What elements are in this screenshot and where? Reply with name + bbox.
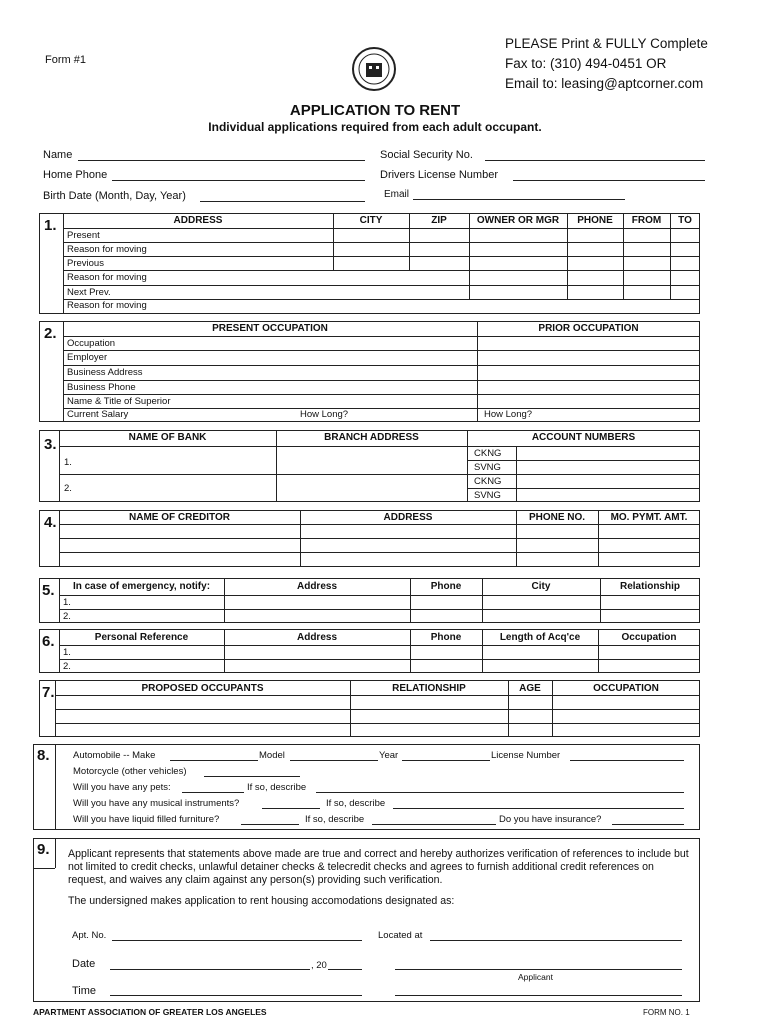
col-header: Phone — [430, 581, 462, 592]
account-type: SVNG — [474, 462, 501, 473]
located-at-label: Located at — [378, 930, 423, 941]
contact-block — [505, 34, 708, 94]
col-header: AGE — [519, 683, 541, 694]
how-long-label: How Long? — [300, 409, 349, 420]
col-header: ADDRESS — [173, 215, 223, 226]
ssn-field[interactable] — [485, 160, 705, 161]
account-type: SVNG — [474, 490, 501, 501]
section-number: 5. — [42, 582, 55, 599]
col-header: RELATIONSHIP — [392, 683, 466, 694]
section-number: 2. — [44, 325, 57, 342]
col-header: Personal Reference — [94, 632, 189, 643]
col-header: ZIP — [431, 215, 447, 226]
col-header: ADDRESS — [383, 512, 433, 523]
email-field[interactable] — [413, 199, 625, 200]
liquid-describe-field[interactable] — [372, 824, 496, 825]
col-header: Length of Acq'ce — [499, 632, 581, 643]
col-header: Address — [296, 581, 337, 592]
section-number: 3. — [44, 436, 57, 453]
col-header: BRANCH ADDRESS — [324, 432, 419, 443]
row-label: 2. — [63, 611, 71, 622]
contact-line: Email to: leasing@aptcorner.com — [505, 76, 704, 91]
second-signature-field[interactable] — [395, 995, 682, 996]
row-label: 2. — [63, 661, 71, 672]
col-header: CITY — [359, 215, 383, 226]
model-label: Model — [259, 750, 285, 761]
col-header: PHONE — [577, 215, 613, 226]
insurance-label: Do you have insurance? — [499, 814, 602, 825]
row-label: 1. — [63, 597, 71, 608]
row-label: Current Salary — [67, 409, 129, 420]
ssn-label: Social Security No. — [380, 149, 473, 161]
row-label: 1. — [64, 457, 72, 468]
date-field[interactable] — [110, 969, 310, 970]
music-label: Will you have any musical instruments? — [73, 798, 240, 809]
col-header: TO — [678, 215, 692, 226]
col-header: MO. PYMT. AMT. — [610, 512, 688, 523]
date-label: Date — [72, 958, 96, 970]
year-field[interactable] — [402, 760, 490, 761]
liquid-label: Will you have liquid filled furniture? — [73, 814, 220, 825]
section-number: 9. — [37, 841, 50, 858]
time-field[interactable] — [110, 995, 362, 996]
col-header: In case of emergency, notify: — [72, 581, 211, 592]
year-prefix-label: , 20 — [311, 960, 327, 971]
col-header: OWNER OR MGR — [476, 215, 560, 226]
pets-label: Will you have any pets: — [73, 782, 171, 793]
undersigned-text: The undersigned makes application to rent housing accomodations designated as: — [68, 895, 455, 907]
section-number: 6. — [42, 633, 55, 650]
col-header: PROPOSED OCCUPANTS — [141, 683, 264, 694]
license-number-label: License Number — [491, 750, 561, 761]
applicant-statement: Applicant represents that statements above made are true and correct and hereby authorizes verification of references to include but not limited to credit checks, unlawful detainer checks & telecredit checks and agrees to furnish additional credit references on request, and waives any claim against any person(s) providing such verification. — [68, 848, 689, 886]
row-label: 2. — [64, 483, 72, 494]
pets-field[interactable] — [182, 792, 244, 793]
account-type: CKNG — [474, 476, 502, 487]
row-label: Employer — [67, 352, 108, 363]
seal-logo — [351, 46, 397, 92]
contact-line: Fax to: (310) 494-0451 OR — [505, 56, 667, 71]
home-phone-label: Home Phone — [43, 169, 108, 181]
col-header: PHONE NO. — [528, 512, 586, 523]
model-field[interactable] — [290, 760, 378, 761]
music-describe-field[interactable] — [393, 808, 684, 809]
row-label: Business Address — [67, 367, 143, 378]
col-header: Phone — [430, 632, 462, 643]
license-label: Drivers License Number — [380, 169, 498, 181]
auto-make-label: Automobile -- Make — [73, 750, 156, 761]
apt-no-field[interactable] — [112, 940, 362, 941]
prior-occupation-header: PRIOR OCCUPATION — [538, 323, 639, 334]
auto-make-field[interactable] — [170, 760, 258, 761]
name-label: Name — [43, 149, 73, 161]
section-number: 7. — [42, 684, 55, 701]
year-label: Year — [379, 750, 399, 761]
birth-date-label: Birth Date (Month, Day, Year) — [43, 190, 186, 202]
located-at-field[interactable] — [430, 940, 682, 941]
col-header: NAME OF BANK — [128, 432, 207, 443]
col-header: NAME OF CREDITOR — [129, 512, 230, 523]
present-occupation-header: PRESENT OCCUPATION — [212, 323, 328, 334]
page-subtitle: Individual applications required from each adult occupant. — [208, 120, 542, 134]
license-field[interactable] — [513, 180, 705, 181]
applicant-label: Applicant — [518, 972, 553, 982]
section-number: 8. — [37, 747, 50, 764]
account-type: CKNG — [474, 448, 502, 459]
row-label: Occupation — [67, 338, 116, 349]
col-header: City — [531, 581, 551, 592]
how-long-label: How Long? — [484, 409, 533, 420]
section-number: 4. — [44, 514, 57, 531]
row-label: Next Prev. — [67, 287, 111, 298]
footer-org: APARTMENT ASSOCIATION OF GREATER LOS ANGELES — [33, 1007, 267, 1017]
motorcycle-label: Motorcycle (other vehicles) — [73, 766, 187, 777]
pets-describe-label: If so, describe — [247, 782, 307, 793]
time-label: Time — [72, 985, 97, 997]
liquid-field[interactable] — [241, 824, 299, 825]
email-label: Email — [384, 189, 410, 200]
birth-date-field[interactable] — [200, 201, 365, 202]
row-label: Previous — [67, 258, 104, 269]
row-label: Name & Title of Superior — [67, 396, 171, 407]
page-title: APPLICATION TO RENT — [289, 102, 461, 119]
insurance-field[interactable] — [612, 824, 684, 825]
contact-line: PLEASE Print & FULLY Complete — [505, 36, 708, 51]
row-label: 1. — [63, 647, 71, 658]
section-number: 1. — [44, 217, 57, 234]
name-field[interactable] — [78, 160, 365, 161]
col-header: ACCOUNT NUMBERS — [531, 432, 636, 443]
row-label: Reason for moving — [67, 300, 147, 311]
col-header: Occupation — [621, 632, 677, 643]
motorcycle-field[interactable] — [204, 776, 300, 777]
music-describe-label: If so, describe — [326, 798, 386, 809]
apt-no-label: Apt. No. — [72, 930, 107, 941]
row-label: Business Phone — [67, 382, 136, 393]
home-phone-field[interactable] — [112, 180, 365, 181]
license-number-field[interactable] — [570, 760, 684, 761]
col-header: Relationship — [619, 581, 680, 592]
pets-describe-field[interactable] — [316, 792, 684, 793]
year-field[interactable] — [328, 969, 362, 970]
liquid-describe-label: If so, describe — [305, 814, 365, 825]
row-label: Present — [67, 230, 100, 241]
applicant-signature-field[interactable] — [395, 969, 682, 970]
footer-form-no: FORM NO. 1 — [643, 1008, 690, 1017]
row-label: Reason for moving — [67, 244, 147, 255]
music-field[interactable] — [262, 808, 320, 809]
row-label: Reason for moving — [67, 272, 147, 283]
col-header: FROM — [631, 215, 662, 226]
col-header: OCCUPATION — [593, 683, 659, 694]
col-header: Address — [296, 632, 337, 643]
form-label: Form #1 — [45, 54, 86, 66]
